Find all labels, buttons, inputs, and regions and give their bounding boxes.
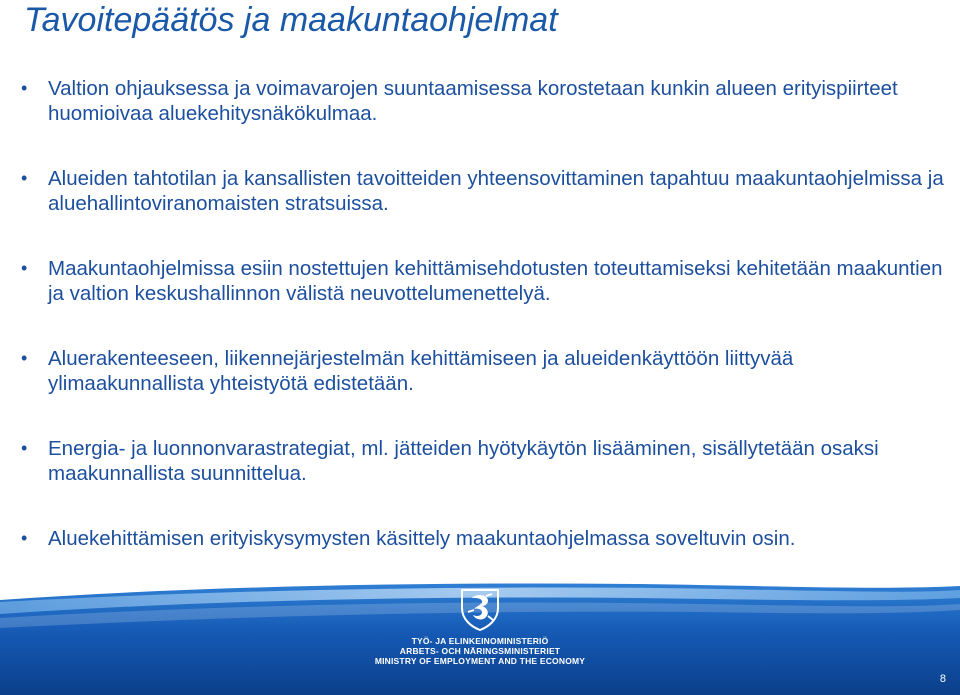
bullet-icon: • [21,258,28,278]
bullet-item [21,76,953,126]
ministry-name-swedish: ARBETS- OCH NÄRINGSMINISTERIET [399,646,561,656]
bullet-text: Alueiden tahtotilan ja kansallisten tavoitteiden yhteensovittaminen tapahtuu maakuntaohjelmissa ja aluehallintoviranomaisten stratsuissa. [48,167,944,215]
bullet-text: Valtion ohjauksessa ja voimavarojen suuntaamisessa korostetaan kunkin alueen erityispiirteet huomioivaa aluekehitysnäkökulmaa. [48,77,898,125]
bullet-icon: • [21,78,28,98]
bullet-icon: • [21,348,28,368]
bullet-icon: • [21,438,28,458]
finnish-lion-crest-icon [458,582,502,632]
ministry-name-english: MINISTRY OF EMPLOYMENT AND THE ECONOMY [374,656,586,666]
bullet-list [21,76,953,591]
bullet-text: Energia- ja luonnonvarastrategiat, ml. jätteiden hyötykäytön lisääminen, sisällytetään osaksi maakunnallista suunnittelua. [48,437,879,485]
bullet-item [21,436,953,486]
bullet-text: Maakuntaohjelmissa esiin nostettujen kehittämisehdotusten toteuttamiseksi kehitetään maakuntien ja valtion keskushallinnon välistä neuvottelumenettelyä. [48,257,943,305]
bullet-item [21,346,953,396]
ministry-logo [360,582,600,672]
bullet-icon: • [21,168,28,188]
bullet-text: Aluerakenteeseen, liikennejärjestelmän kehittämiseen ja alueidenkäyttöön liittyvää ylimaakunnallista yhteistyötä edistetään. [48,347,794,395]
ministry-name-finnish: TYÖ- JA ELINKEINOMINISTERIÖ [411,636,549,646]
slide-title: Tavoitepäätös ja maakuntaohjelmat [24,1,558,39]
bullet-icon: • [21,528,28,548]
bullet-item [21,256,953,306]
bullet-item [21,526,953,551]
bullet-text: Aluekehittämisen erityiskysymysten käsittely maakuntaohjelmassa soveltuvin osin. [48,527,796,550]
page-number: 8 [939,673,946,685]
bullet-item [21,166,953,216]
